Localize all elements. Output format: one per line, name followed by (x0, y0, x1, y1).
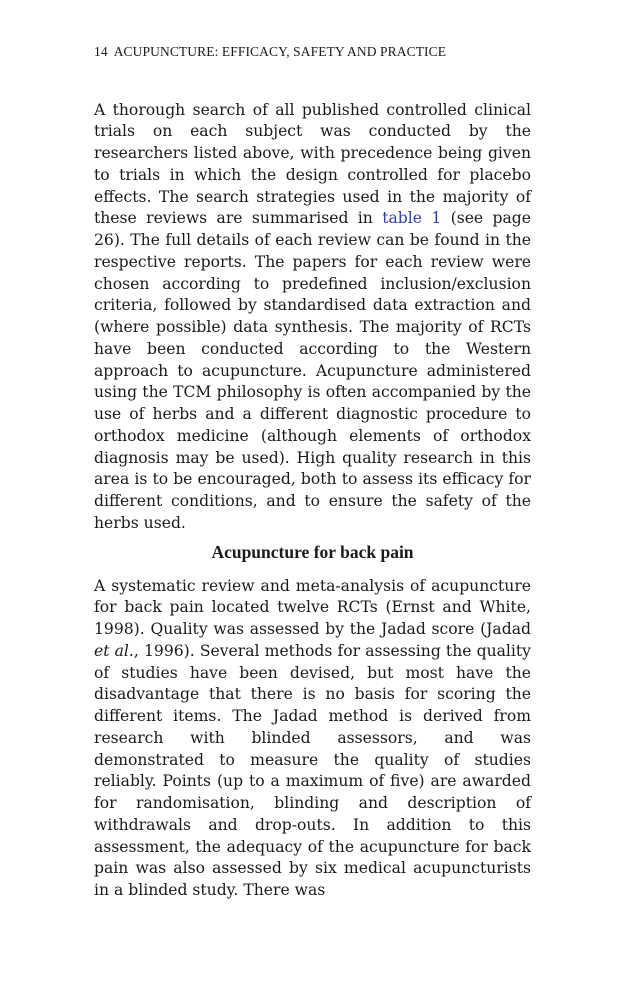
paragraph-1-text-end: (see page 26). The full details of each review can be found in the respective reports. The papers for each review were chosen according to predefined inclusion/exclusion criteria, followed by standardised data extraction and (where possible) data synthesis. The majority of RCTs have been conducted according to the Western approach to acupuncture. Acupuncture administered using the TCM philosophy is often accompanied by the use of herbs and a different diagnostic procedure to orthodox medicine (although elements of orthodox diagnosis may be used). High quality research in this area is to be encouraged, both to assess its efficacy for different conditions, and to ensure the safety of the herbs used. (94, 209, 531, 532)
et-al-italic: et al. (94, 641, 134, 660)
running-head (94, 44, 531, 60)
table-1-link[interactable]: table 1 (382, 209, 442, 228)
section-heading: Acupuncture for back pain (211, 541, 414, 562)
paragraph-2-text-end: , 1996). Several methods for assessing the quality of studies have been devised, but most have the disadvantage that there is no basis for scoring the different items. The Jadad method is derived from research with blinded assessors, and was demonstrated to measure the quality of studies reliably. Points (up to a maximum of five) are awarded for randomisation, blinding and description of withdrawals and drop-outs. In addition to this assessment, the adequacy of the acupuncture for back pain was also assessed by six medical acupuncturists in a blinded study. There was (94, 641, 531, 900)
running-head-title: ACUPUNCTURE: EFFICACY, SAFETY AND PRACTICE (113, 44, 447, 59)
page-number: 14 (94, 44, 108, 59)
paragraph-1-text-start: A thorough search of all published controlled clinical trials on each subject was conducted by the researchers listed above, with precedence being given to trials in which the design controlled for placebo effects. The search strategies used in the majority of these reviews are summarised in (94, 100, 531, 228)
paragraph-2-text-start: A systematic review and meta-analysis of acupuncture for back pain located twelve RCTs (Ernst and White, 1998). Quality was assessed by the Jadad score (Jadad (94, 576, 531, 639)
body-paragraph-2 (94, 576, 531, 902)
body-paragraph-1 (94, 100, 531, 535)
